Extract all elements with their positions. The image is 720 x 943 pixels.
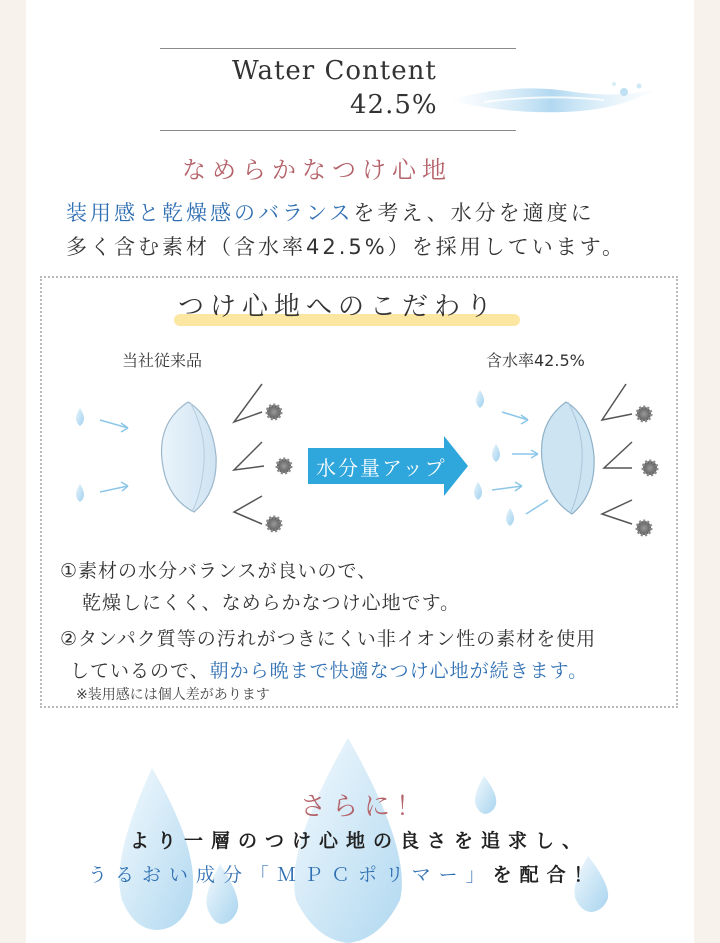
right-lens-label: 含水率42.5% <box>486 351 585 370</box>
description <box>66 196 626 264</box>
left-water-drops <box>76 408 128 502</box>
bottom-line1: より一層のつけ心地の良さを追求し、 <box>130 830 590 852</box>
bottom-line2-highlight: うるおい成分「ＭＰＣポリマー」 <box>88 864 493 886</box>
arrow-label: 水分量アップ <box>316 456 447 480</box>
point2-line2 <box>70 656 588 683</box>
point1-line1: ①素材の水分バランスが良いので、 <box>60 560 378 582</box>
point2-line2-highlight: 朝から晩まで快適なつけ心地が続きます。 <box>209 660 589 682</box>
bottom-line2 <box>88 860 601 887</box>
right-water-drops <box>474 390 548 526</box>
bottom-line2-text: を配合！ <box>492 864 601 886</box>
subheading: なめらかなつけ心地 <box>182 156 452 184</box>
water-splash-icon <box>444 72 664 132</box>
point2-line2-text: しているので、 <box>70 660 210 682</box>
header-rule-top <box>160 48 516 49</box>
right-lens-icon <box>542 402 595 514</box>
left-lens-label: 当社従来品 <box>122 351 203 370</box>
footnote: ※装用感には個人差があります <box>76 687 270 703</box>
point2-line1: ②タンパク質等の汚れがつきにくい非イオン性の素材を使用 <box>60 628 597 650</box>
water-content-title: Water Content <box>232 56 437 86</box>
point1-line2: 乾燥しにくく、なめらかなつけ心地です。 <box>82 592 461 614</box>
left-germs-deflected <box>234 384 291 531</box>
description-line2: 多く含む素材（含水率42.5%）を採用しています。 <box>66 235 627 259</box>
right-germs-deflected <box>602 384 657 535</box>
left-lens-icon <box>162 402 217 512</box>
feature-box-title: つけ心地へのこだわり <box>178 292 499 322</box>
bottom-title: さらに！ <box>300 792 429 822</box>
description-line1: を考え、水分を適度に <box>353 201 595 225</box>
water-content-value: 42.5% <box>350 90 438 120</box>
description-highlight: 装用感と乾燥感のバランス <box>66 201 354 225</box>
page <box>26 0 694 943</box>
